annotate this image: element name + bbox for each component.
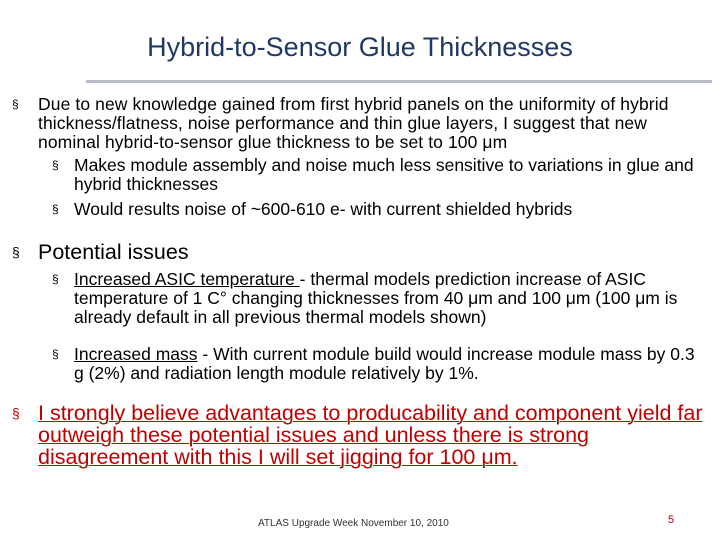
bullet-icon: § xyxy=(52,347,59,361)
bullet-icon: § xyxy=(52,158,59,172)
bullet-icon: § xyxy=(12,405,20,421)
subbullet-noise-result xyxy=(52,200,712,219)
issue-heading: Increased ASIC temperature xyxy=(74,269,300,289)
slide-title: Hybrid-to-Sensor Glue Thicknesses xyxy=(147,32,573,62)
bullet-icon: § xyxy=(52,272,59,286)
bullet-icon: § xyxy=(52,202,59,216)
subbullet-increased-mass xyxy=(52,345,702,383)
bullet-text: Due to new knowledge gained from first hybrid panels on the uniformity of hybrid thickness/flatness, noise performance and thin glue layers, I suggest that new nominal hybrid-to-sensor glue thickness to be set to 100 μm xyxy=(38,94,669,152)
bullet-icon: § xyxy=(12,97,19,111)
subbullet-text: Would results noise of ~600-610 e- with current shielded hybrids xyxy=(74,199,573,219)
bullet-icon: § xyxy=(12,244,20,260)
bullet-text: Potential issues xyxy=(38,240,189,264)
issue-description: - thermal models prediction increase of ASIC temperature of 1 C° changing thicknesses from 40 μm and 100 μm (100 μm is already default in all previous thermal models shown) xyxy=(74,269,678,327)
issue-heading: Increased mass xyxy=(74,344,198,364)
subbullet-asic-temperature xyxy=(52,270,697,327)
subbullet-module-assembly xyxy=(52,156,712,194)
footer-text: ATLAS Upgrade Week November 10, 2010 xyxy=(258,518,449,529)
bullet-potential-issues xyxy=(0,241,712,263)
issue-description: - With current module build would increase module mass by 0.3 g (2%) and radiation length module relatively by 1%. xyxy=(74,344,695,383)
page-number: 5 xyxy=(668,514,675,526)
bullet-conclusion xyxy=(0,402,712,468)
bullet-new-glue-thickness xyxy=(0,95,712,152)
subbullet-text: Makes module assembly and noise much less sensitive to variations in glue and hybrid thicknesses xyxy=(74,155,694,194)
title-divider xyxy=(86,80,712,83)
conclusion-text: I strongly believe advantages to producability and component yield far outweigh these potential issues and unless there is strong disagreement with this I will set jigging for 100 μm. xyxy=(38,401,703,469)
